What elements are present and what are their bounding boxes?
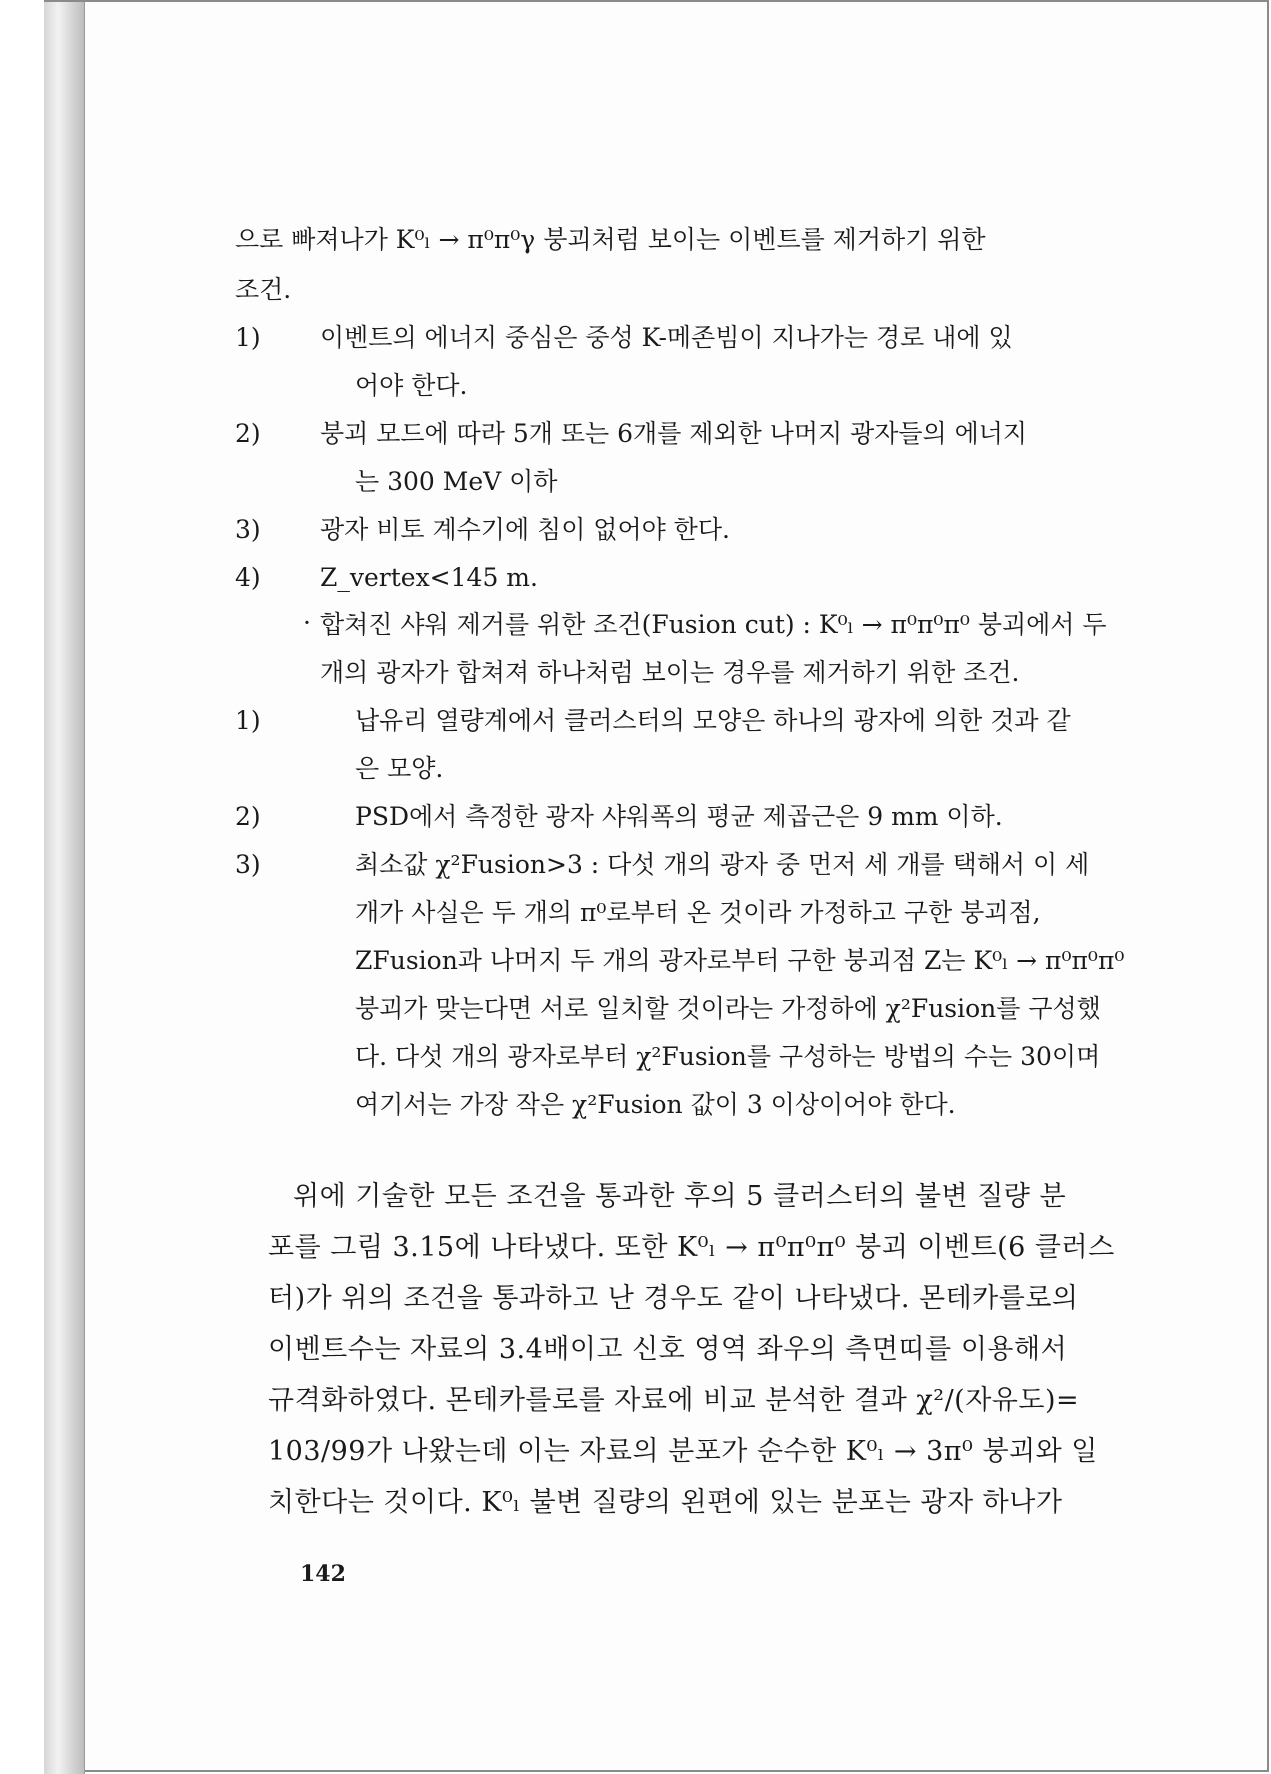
list-item-text: 어야 한다. (355, 371, 468, 400)
list-item-text: ZFusion과 나머지 두 개의 광자로부터 구한 붕괴점 Z는 K⁰ₗ → π⁰π⁰π⁰ (355, 946, 1125, 975)
list-item-label: 2) (235, 802, 261, 831)
list-item-text: 은 모양. (355, 754, 444, 783)
list-item-label: 4) (235, 563, 261, 592)
list-item-text: 최소값 χ²Fusion>3 : 다섯 개의 광자 중 먼저 세 개를 택해서 이 세 (355, 850, 1090, 879)
list-item-text: 여기서는 가장 작은 χ²Fusion 값이 3 이상이어야 한다. (355, 1090, 956, 1119)
list-item-label: 3) (235, 850, 261, 879)
book-spine (44, 2, 85, 1774)
bullet-text: 개의 광자가 합쳐져 하나처럼 보이는 경우를 제거하기 위한 조건. (320, 658, 1020, 687)
paragraph-line: 치한다는 것이다. K⁰ₗ 불변 질량의 왼편에 있는 분포는 광자 하나가 (268, 1487, 1063, 1518)
list-item-label: 2) (235, 419, 261, 448)
paragraph-line: 위에 기술한 모든 조건을 통과한 후의 5 클러스터의 불변 질량 분 (293, 1181, 1067, 1212)
list-item-text: 광자 비토 계수기에 침이 없어야 한다. (320, 515, 730, 544)
list-item-text: 붕괴가 맞는다면 서로 일치할 것이라는 가정하에 χ²Fusion를 구성했 (355, 994, 1101, 1023)
text-line: 조건. (235, 275, 292, 304)
list-item-label: 1) (235, 706, 261, 735)
paragraph-line: 이벤트수는 자료의 3.4배이고 신호 영역 좌우의 측면띠를 이용해서 (268, 1334, 1068, 1365)
list-item-text: 개가 사실은 두 개의 π⁰로부터 온 것이라 가정하고 구한 붕괴점, (355, 898, 1041, 927)
list-item-text: 이벤트의 에너지 중심은 중성 K-메존빔이 지나가는 경로 내에 있 (320, 323, 1013, 352)
list-item-text: 다. 다섯 개의 광자로부터 χ²Fusion를 구성하는 방법의 수는 30이며 (355, 1042, 1101, 1071)
paragraph-line: 규격화하였다. 몬테카를로를 자료에 비교 분석한 결과 χ²/(자유도)= (268, 1385, 1080, 1416)
page-number: 142 (300, 1561, 346, 1587)
paragraph-line: 터)가 위의 조건을 통과하고 난 경우도 같이 나타냈다. 몬테카를로의 (268, 1283, 1079, 1314)
list-item-text: 붕괴 모드에 따라 5개 또는 6개를 제외한 나머지 광자들의 에너지 (320, 419, 1028, 448)
list-item-label: 1) (235, 323, 261, 352)
bullet-text: 합쳐진 샤워 제거를 위한 조건(Fusion cut) : K⁰ₗ → π⁰π⁰π⁰ 붕괴에서 두 (320, 610, 1107, 639)
list-item-text: Z_vertex<145 m. (320, 563, 538, 592)
bullet-mark: · (303, 608, 311, 637)
paragraph-line: 103/99가 나왔는데 이는 자료의 분포가 순수한 K⁰ₗ → 3π⁰ 붕괴와 일 (268, 1436, 1098, 1467)
paragraph-line: 포를 그림 3.15에 나타냈다. 또한 K⁰ₗ → π⁰π⁰π⁰ 붕괴 이벤트(6 클러스 (268, 1232, 1115, 1263)
list-item-label: 3) (235, 515, 261, 544)
list-item-text: PSD에서 측정한 광자 샤워폭의 평균 제곱근은 9 mm 이하. (355, 802, 1003, 831)
text-line: 으로 빠져나가 K⁰ₗ → π⁰π⁰γ 붕괴처럼 보이는 이벤트를 제거하기 위한 (235, 225, 986, 254)
list-item-text: 는 300 MeV 이하 (355, 467, 558, 496)
list-item-text: 납유리 열량계에서 클러스터의 모양은 하나의 광자에 의한 것과 같 (355, 706, 1071, 735)
